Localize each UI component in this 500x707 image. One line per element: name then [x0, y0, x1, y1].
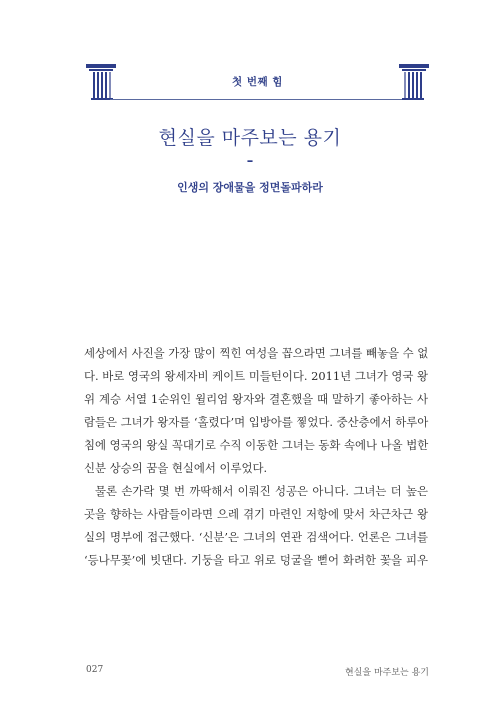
body-line: 물론 손가락 몇 번 까딱해서 이뤄진 성공은 아니다. 그녀는 더 높은	[95, 484, 428, 498]
header-rule	[110, 99, 405, 100]
body-line: 람들은 그녀가 왕자를 ‘홀렸다’며 입방아를 찧었다. 중산층에서 하루아	[84, 415, 429, 429]
running-title: 현실을 마주보는 용기	[345, 668, 429, 678]
chapter-subtitle: 인생의 장애물을 정면돌파하라	[177, 181, 323, 194]
body-line: 곳을 향하는 사람들이라면 으레 겪기 마련인 저항에 맞서 차근차근 왕	[84, 507, 428, 521]
body-line: ‘등나무꽃’에 빗댄다. 기둥을 타고 위로 덩굴을 뻗어 화려한 꽃을 피우	[84, 553, 428, 567]
part-label: 첫 번째 힘	[232, 76, 283, 88]
chapter-title: 현실을 마주보는 용기	[158, 127, 342, 149]
title-dash: –	[246, 154, 254, 169]
chapter-header	[86, 64, 429, 104]
column-pillar-icon	[399, 64, 429, 102]
body-text	[84, 342, 428, 572]
body-line: 다. 바로 영국의 왕세자비 케이트 미들턴이다. 2011년 그녀가 영국 왕	[84, 369, 428, 383]
body-line: 위 계승 서열 1순위인 윌리엄 왕자와 결혼했을 때 말하기 좋아하는 사	[84, 392, 428, 406]
body-line: 실의 명부에 접근했다. ‘신분’은 그녀의 연관 검색어다. 언론은 그녀를	[84, 530, 428, 544]
body-line: 신분 상승의 꿈을 현실에서 이루었다.	[84, 461, 268, 475]
page-number: 027	[86, 665, 104, 675]
body-line: 침에 영국의 왕실 꼭대기로 수직 이동한 그녀는 동화 속에나 나올 법한	[84, 438, 429, 452]
body-line: 세상에서 사진을 가장 많이 찍힌 여성을 꼽으라면 그녀를 빼놓을 수 없	[84, 346, 429, 360]
